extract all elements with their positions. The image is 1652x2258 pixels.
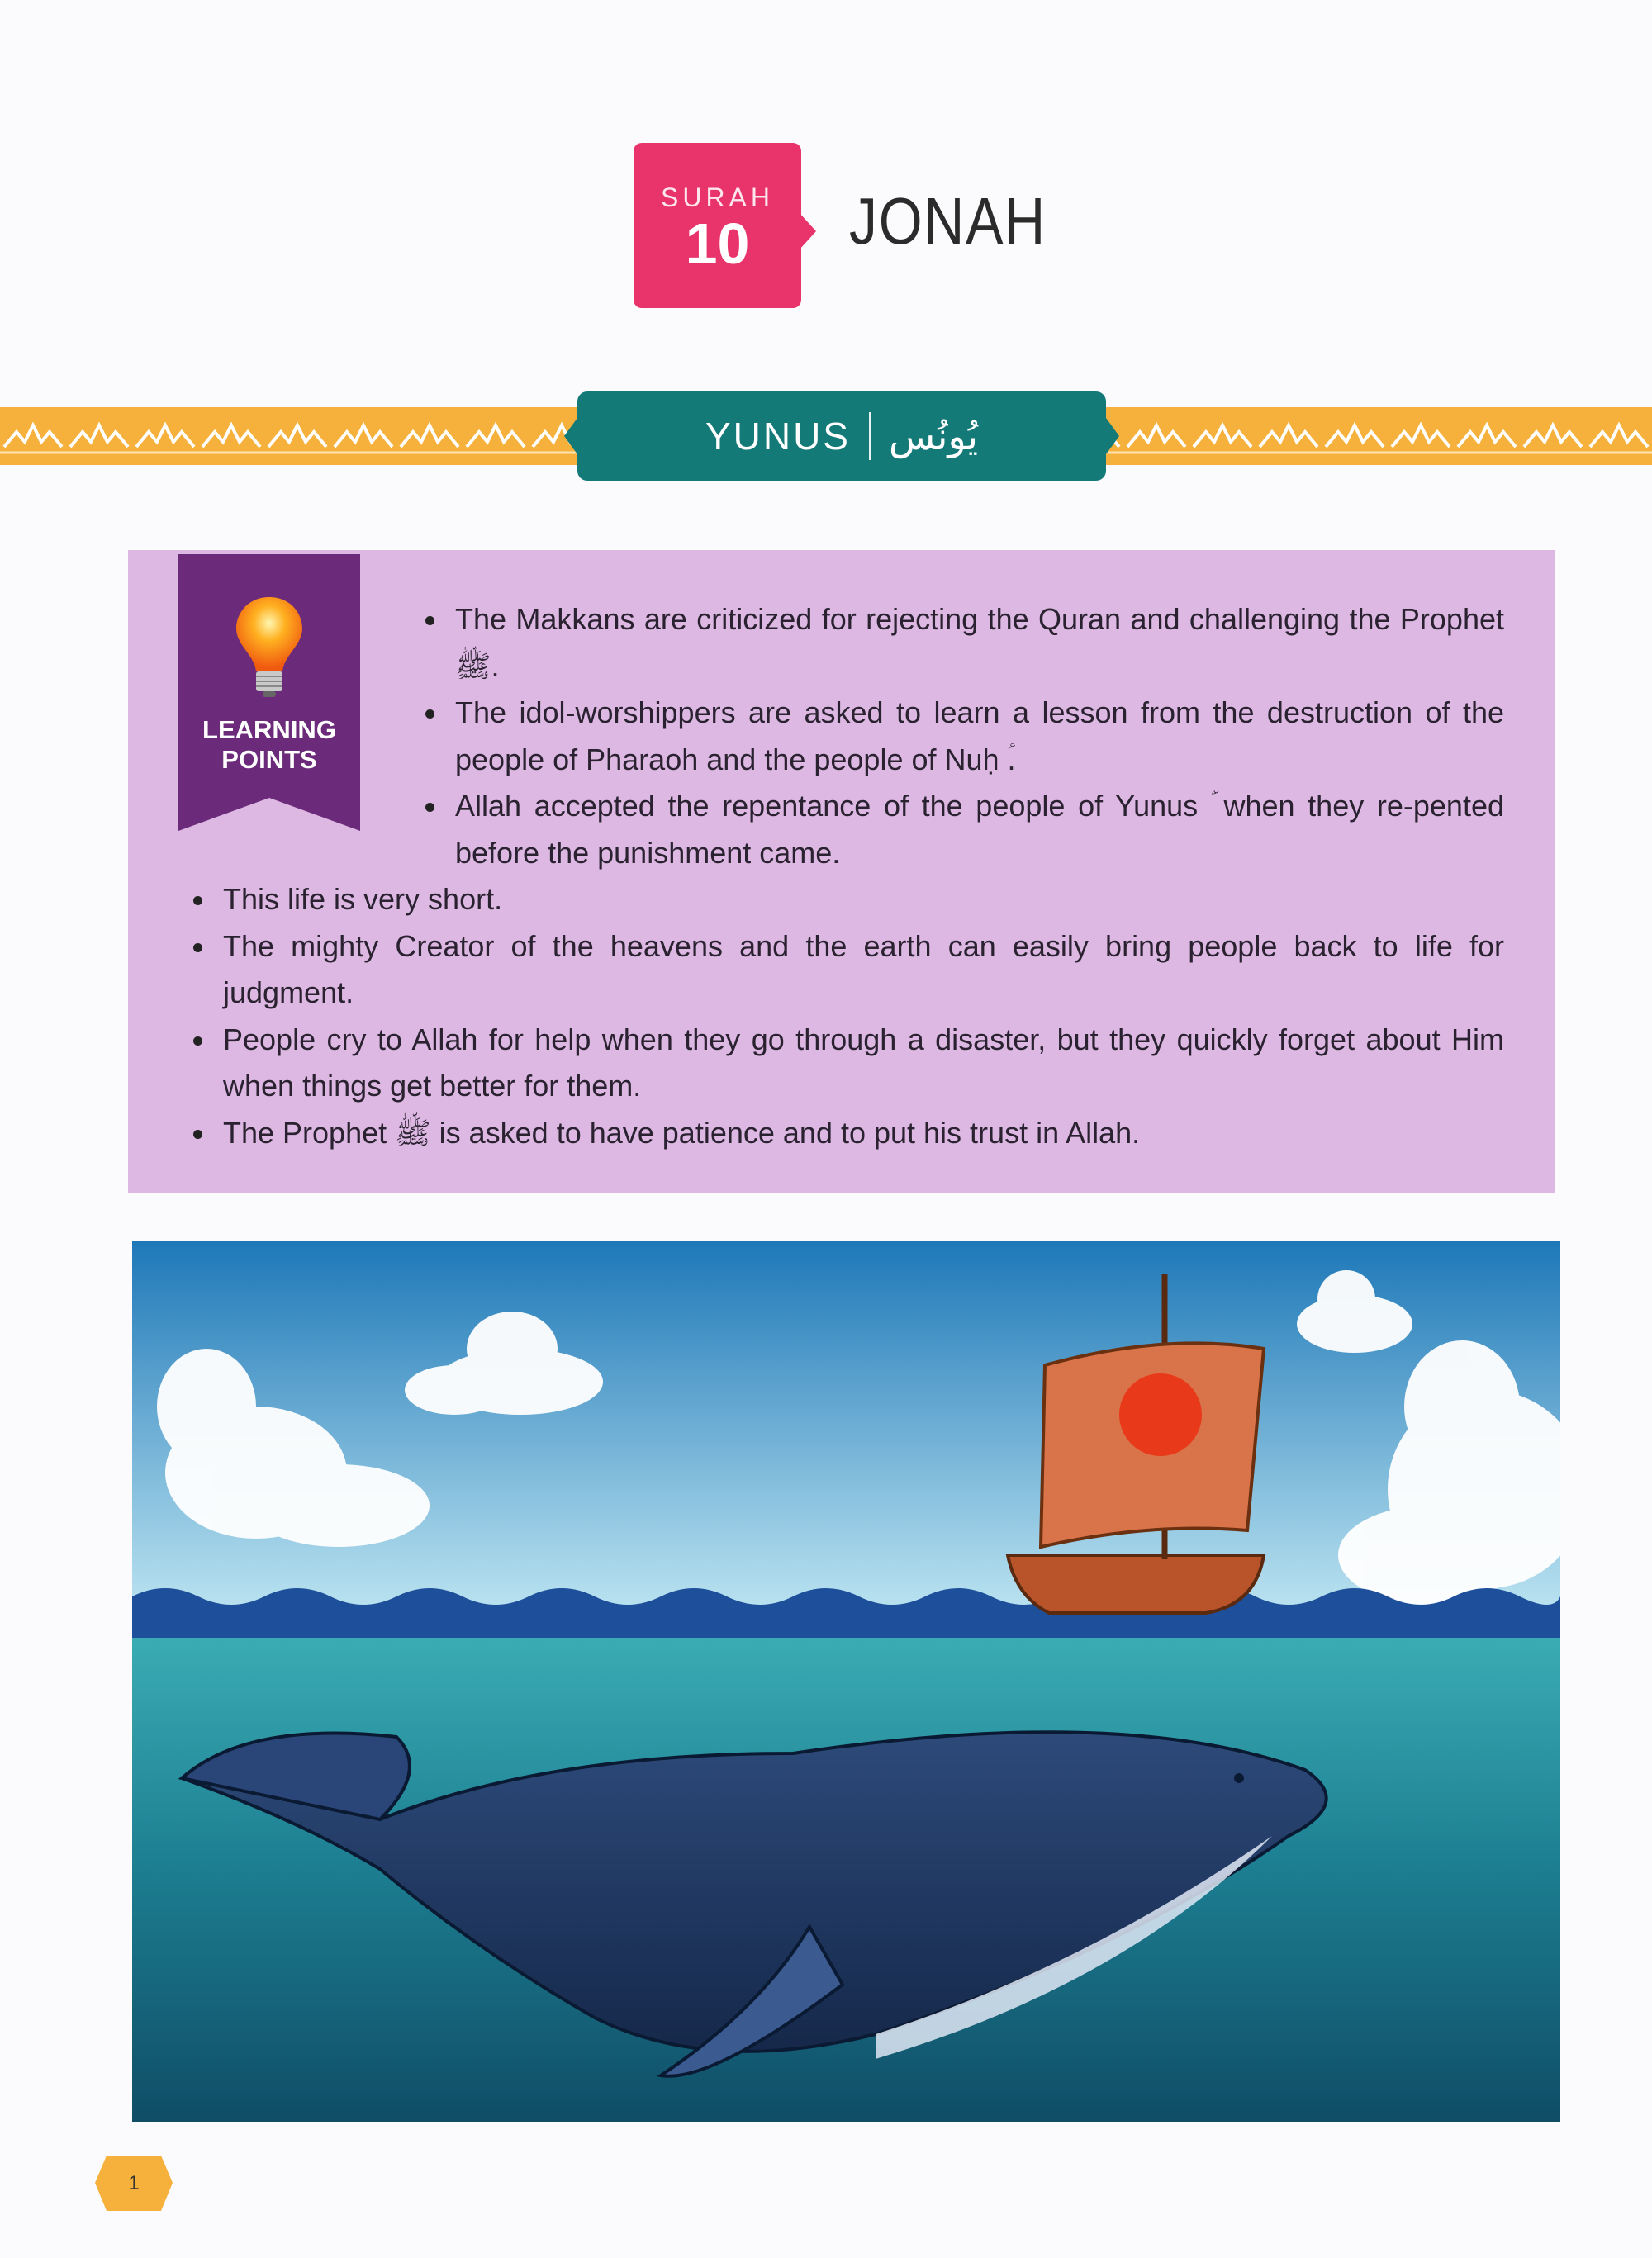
list-item: The idol-worshippers are asked to learn a lesson from the destruction of the people of Pharaoh and the people of Nuḥ ؑ.: [455, 690, 1504, 783]
page-title: JONAH: [849, 184, 1047, 258]
page-number-badge: [95, 2156, 173, 2211]
list-item: This life is very short.: [223, 876, 1504, 923]
list-item: The Makkans are criticized for rejecting the Quran and challenging the Prophet ﷺ.: [455, 596, 1504, 690]
surah-number-badge: [634, 143, 801, 308]
list-item: People cry to Allah for help when they go through a disaster, but they quickly forget about Him when things get better for them.: [223, 1017, 1504, 1110]
points-label: POINTS: [221, 745, 317, 774]
surah-name-banner: [577, 391, 1106, 481]
learning-points-list-bottom: [223, 876, 1504, 1156]
learning-points-list-top: [455, 596, 1504, 876]
list-item: The Prophet ﷺ is asked to have patience and to put his trust in Allah.: [223, 1110, 1504, 1157]
surah-name-arabic: يُونُس: [889, 414, 979, 458]
surah-name-latin: YUNUS: [705, 415, 851, 458]
surah-label: SURAH: [660, 183, 774, 212]
whale-and-ship-illustration: [132, 1241, 1560, 2122]
list-item: The mighty Creator of the heavens and the earth can easily bring people back to life for judgment.: [223, 923, 1504, 1017]
learning-label: LEARNING: [202, 715, 336, 744]
divider: [869, 412, 871, 460]
lightbulb-icon: [233, 595, 306, 699]
surah-number: 10: [685, 211, 750, 276]
page-number: 1: [128, 2172, 140, 2194]
list-item: Allah accepted the repentance of the people of Yunus ؑ when they re-pented before the punishment came.: [455, 783, 1504, 876]
learning-points-ribbon: [178, 554, 360, 831]
